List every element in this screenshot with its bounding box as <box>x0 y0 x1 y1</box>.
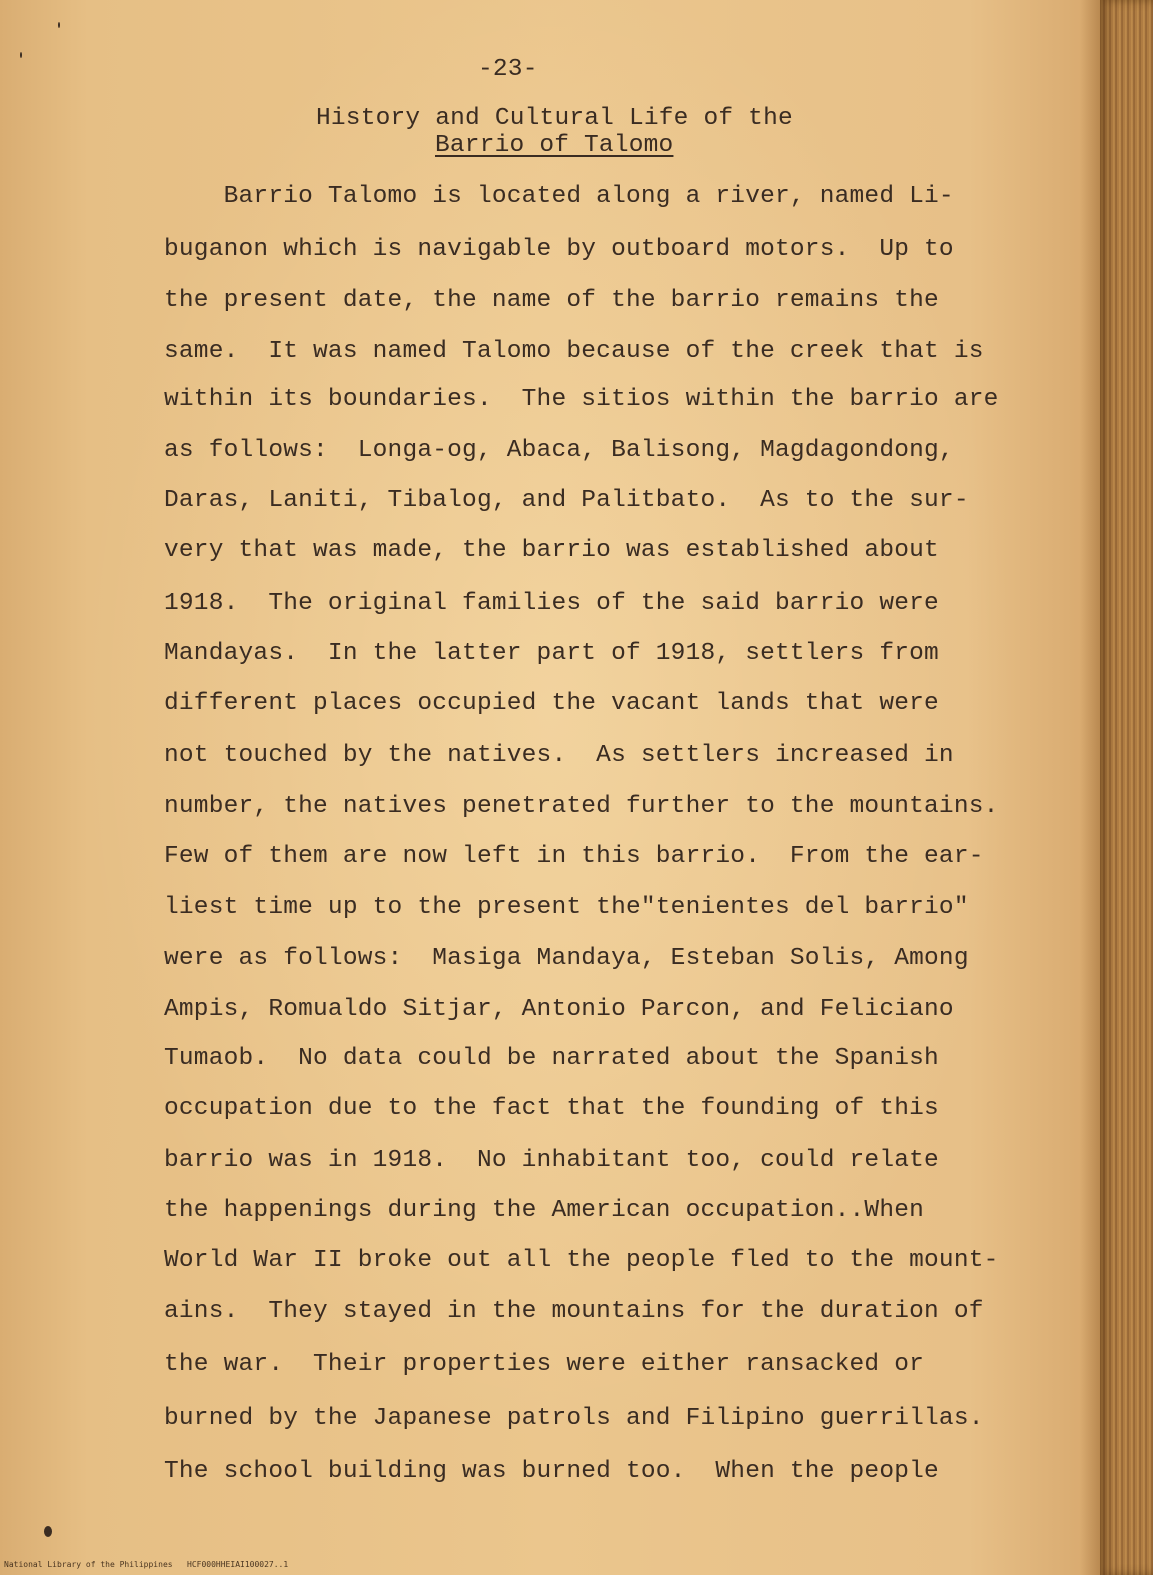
text-line: The school building was burned too. When the people <box>164 1458 939 1485</box>
title-line-2: Barrio of Talomo <box>435 132 674 159</box>
text-line: 1918. The original families of the said barrio were <box>164 590 939 617</box>
text-line: the present date, the name of the barrio remains the <box>164 287 939 314</box>
page-gutter-shadow <box>1080 0 1102 1575</box>
text-line: the happenings during the American occupation..When <box>164 1197 925 1224</box>
title-line-1: History and Cultural Life of the <box>316 105 793 132</box>
text-line: number, the natives penetrated further to the mountains. <box>164 793 999 820</box>
text-line: as follows: Longa-og, Abaca, Balisong, Magdagondong, <box>164 437 954 464</box>
text-line: the war. Their properties were either ransacked or <box>164 1351 925 1378</box>
text-line: World War II broke out all the people fled to the mount- <box>164 1247 999 1274</box>
text-line: occupation due to the fact that the founding of this <box>164 1095 939 1122</box>
text-line: Few of them are now left in this barrio. From the ear- <box>164 843 984 870</box>
text-line: burned by the Japanese patrols and Filipino guerrillas. <box>164 1405 984 1432</box>
text-line: buganon which is navigable by outboard motors. Up to <box>164 236 954 263</box>
text-line: within its boundaries. The sitios within the barrio are <box>164 386 999 413</box>
text-line: Barrio Talomo is located along a river, named Li- <box>164 183 954 210</box>
ink-speck <box>20 52 22 58</box>
text-line: were as follows: Masiga Mandaya, Esteban Solis, Among <box>164 945 969 972</box>
text-line: not touched by the natives. As settlers increased in <box>164 742 954 769</box>
book-page-edges <box>1100 0 1153 1575</box>
text-line: Ampis, Romualdo Sitjar, Antonio Parcon, and Feliciano <box>164 996 954 1023</box>
text-line: ains. They stayed in the mountains for the duration of <box>164 1298 984 1325</box>
text-line: liest time up to the present the"tenientes del barrio" <box>164 894 969 921</box>
archive-footer: National Library of the Philippines HCF000HHEIAI100027..1 <box>4 1560 289 1569</box>
text-line: Tumaob. No data could be narrated about the Spanish <box>164 1045 939 1072</box>
page-number: -23- <box>478 56 538 83</box>
ink-speck <box>44 1526 52 1537</box>
text-line: Mandayas. In the latter part of 1918, settlers from <box>164 640 939 667</box>
ink-speck <box>58 22 60 28</box>
text-line: same. It was named Talomo because of the creek that is <box>164 338 984 365</box>
text-line: barrio was in 1918. No inhabitant too, could relate <box>164 1147 939 1174</box>
text-line: different places occupied the vacant lands that were <box>164 690 939 717</box>
text-line: Daras, Laniti, Tibalog, and Palitbato. As to the sur- <box>164 487 969 514</box>
text-line: very that was made, the barrio was established about <box>164 537 939 564</box>
